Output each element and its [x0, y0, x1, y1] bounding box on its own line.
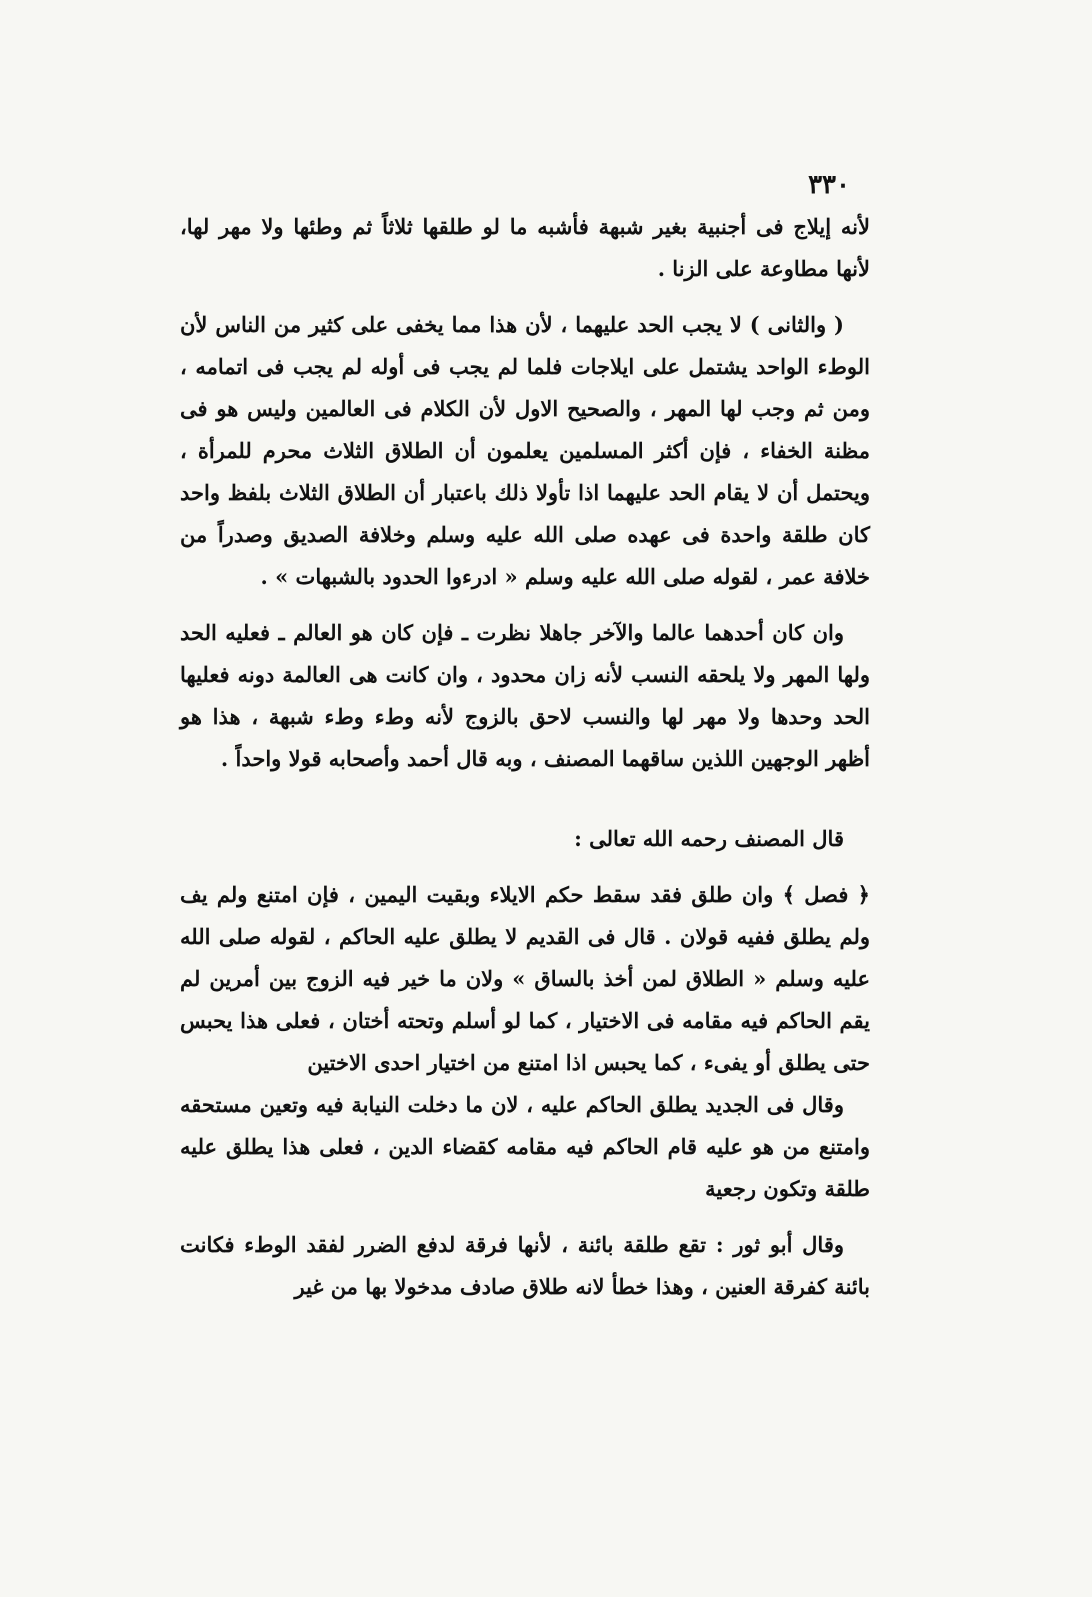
section-heading: قال المصنف رحمه الله تعالى :: [574, 826, 844, 851]
paragraph-2: ( والثانى ) لا يجب الحد عليهما ، لأن هذا مما يخفى على كثير من الناس لأن الوطء الواحد يشتمل على ايلاجات فلما لم يجب فى أوله لم يجب فى اتمامه ، ومن ثم وجب لها المهر ، والصحيح الاول لأن الكلام فى العالمين وليس هو فى مظنة الخفاء ، فإن أكثر المسلمين يعلمون أن الطلاق الثلاث محرم للمرأة ، ويحتمل أن لا يقام الحد عليهما اذا تأولا ذلك باعتبار أن الطلاق الثلاث بلفظ واحد كان طلقة واحدة فى عهده صلى الله عليه وسلم وخلافة الصديق وصدراً من خلافة عمر ، لقوله صلى الله عليه وسلم « ادرءوا الحدود بالشبهات » .: [180, 312, 870, 589]
paragraph-1: لأنه إيلاج فى أجنبية بغير شبهة فأشبه ما لو طلقها ثلاثاً ثم وطئها ولا مهر لها، لأنها مطاوعة على الزنا .: [180, 214, 870, 281]
paragraph-5: وقال فى الجديد يطلق الحاكم عليه ، لان ما دخلت النيابة فيه وتعين مستحقه وامتنع من هو عليه قام الحاكم فيه مقامه كقضاء الدين ، فعلى هذا يطلق عليه طلقة وتكون رجعية: [180, 1092, 870, 1201]
paragraph-4: ﴿ فصل ﴾ وان طلق فقد سقط حكم الايلاء وبقيت اليمين ، فإن امتنع ولم يف ولم يطلق ففيه قولان . قال فى القديم لا يطلق عليه الحاكم ، لقوله صلى الله عليه وسلم « الطلاق لمن أخذ بالساق » ولان ما خير فيه الزوج بين أمرين لم يقم الحاكم فيه مقامه فى الاختيار ، كما لو أسلم وتحته أختان ، فعلى هذا يحبس حتى يطلق أو يفىء ، كما يحبس اذا امتنع من اختيار احدى الاختين: [180, 882, 870, 1075]
page-number: ٣٣٠: [808, 170, 850, 200]
paragraph-6: وقال أبو ثور : تقع طلقة بائنة ، لأنها فرقة لدفع الضرر لفقد الوطء فكانت بائنة كفرقة العنين ، وهذا خطأ لانه طلاق صادف مدخولا بها من غير: [180, 1232, 870, 1299]
body-text: [180, 206, 870, 1308]
paragraph-3: وان كان أحدهما عالما والآخر جاهلا نظرت ـ فإن كان هو العالم ـ فعليه الحد ولها المهر ولا يلحقه النسب لأنه زان محدود ، وان كانت هى العالمة دونه فعليها الحد وحدها ولا مهر لها والنسب لاحق بالزوج لأنه وطء وطء شبهة ، هذا هو أظهر الوجهين اللذين ساقهما المصنف ، وبه قال أحمد وأصحابه قولا واحداً .: [180, 620, 870, 771]
